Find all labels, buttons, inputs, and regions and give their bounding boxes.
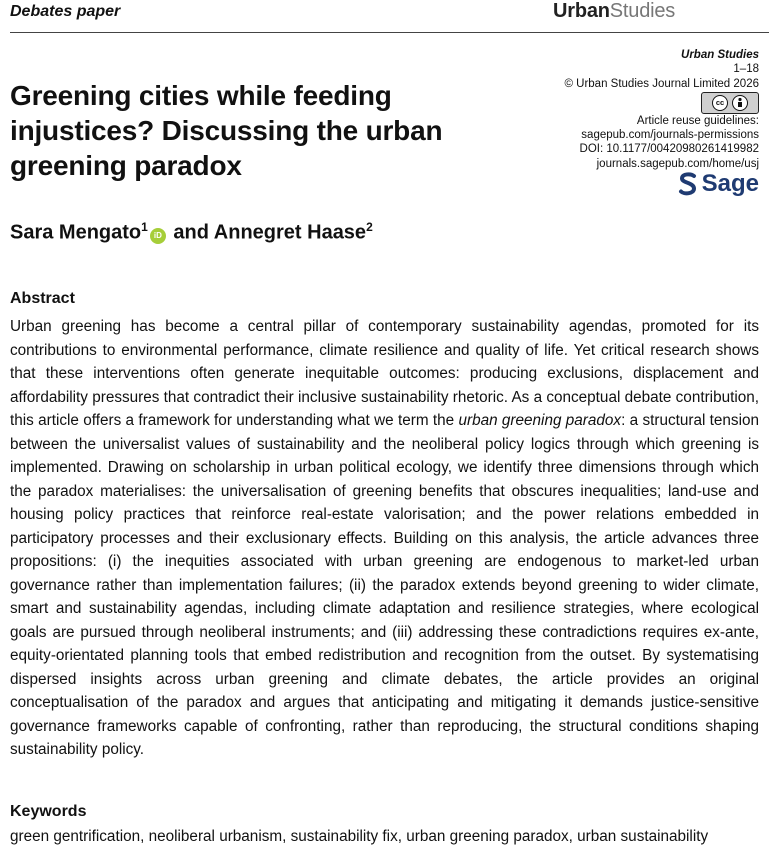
- running-head: Debates paper: [10, 3, 121, 20]
- abstract-heading: Abstract: [10, 290, 75, 307]
- journal-logo-bold: Urban: [553, 0, 610, 22]
- reuse-label: Article reuse guidelines:: [636, 114, 759, 127]
- cc-license-badge[interactable]: [701, 92, 759, 114]
- meta-pages: 1–18: [733, 63, 759, 76]
- keywords-text: green gentrification, neoliberal urbanism, sustainability fix, urban greening paradox, urban sustainability: [10, 828, 709, 845]
- orcid-icon[interactable]: iD: [150, 228, 166, 244]
- sage-logo: [678, 171, 759, 197]
- sage-s-icon: [678, 172, 698, 196]
- journal-url[interactable]: journals.sagepub.com/home/usj: [596, 157, 759, 170]
- meta-copyright: © Urban Studies Journal Limited 2026: [564, 77, 759, 90]
- abstract-part-1: Urban greening has become a central pillar of contemporary sustainability agendas, promoted for its contributions to environmental performance, climate resilience and quality of life. Yet critical research shows that these interventions often generate inequitable outcomes: producing exclusions, displacement and affordability pressures that contradict their inclusive sustainability rhetoric. As a conceptual debate contribution, this article offers a framework for understanding what we term the: [10, 318, 759, 429]
- cc-icon: cc: [712, 95, 728, 111]
- author-affiliation-2: 2: [366, 220, 373, 234]
- article-title: Greening cities while feeding injustices? Discussing the urban greening paradox: [10, 80, 443, 181]
- abstract-italic-term: urban greening paradox: [458, 412, 622, 429]
- sage-wordmark: Sage: [701, 170, 759, 198]
- reuse-link[interactable]: sagepub.com/journals-permissions: [581, 129, 759, 142]
- author-conjunction: and: [167, 221, 214, 244]
- header-divider: [10, 32, 769, 33]
- meta-journal-name: Urban Studies: [681, 49, 759, 61]
- journal-logo: [553, 0, 675, 23]
- abstract-part-2: : a structural tension between the universalist values of sustainability and the neoliberal policy logics through which greening is implemented. Drawing on scholarship in urban political ecology, we identify three dimensions through which the paradox materialises: the universalisation of greening benefits that obscures inequalities; land-use and housing policy practices that reinforce real-estate valorisation; and the power relations embedded in participatory processes and their exclusionary effects. Building on this analysis, the article advances three propositions: (i) the inequities associated with urban greening are endogenous to market-led urban governance rather than implementation failures; (ii) the paradox extends beyond greening to wider climate, smart and sustainability agendas, including climate adaptation and resilience strategies, where ecological goals are pursued through neoliberal instruments; and (iii) addressing these contradictions requires ex-ante, equity-orientated planning tools that embed redistribution and recognition from the outset. By systematising dispersed insights across urban greening and climate debates, the article provides an original conceptualisation of the paradox and argues that anticipating and mitigating it demands justice-sensitive governance frameworks capable of confronting, rather than reproducing, the structural conditions shaping sustainability policy.: [10, 412, 759, 758]
- author-line: [10, 220, 373, 245]
- keywords-heading: Keywords: [10, 803, 87, 820]
- author-name-1: Sara Mengato: [10, 221, 142, 244]
- abstract-text: [10, 315, 759, 762]
- author-name-2: Annegret Haase: [213, 221, 367, 244]
- by-icon: [732, 95, 748, 111]
- doi[interactable]: DOI: 10.1177/00420980261419982: [579, 143, 759, 156]
- author-affiliation-1: 1: [141, 220, 148, 234]
- article-meta: [499, 48, 759, 200]
- journal-logo-light: Studies: [609, 0, 676, 22]
